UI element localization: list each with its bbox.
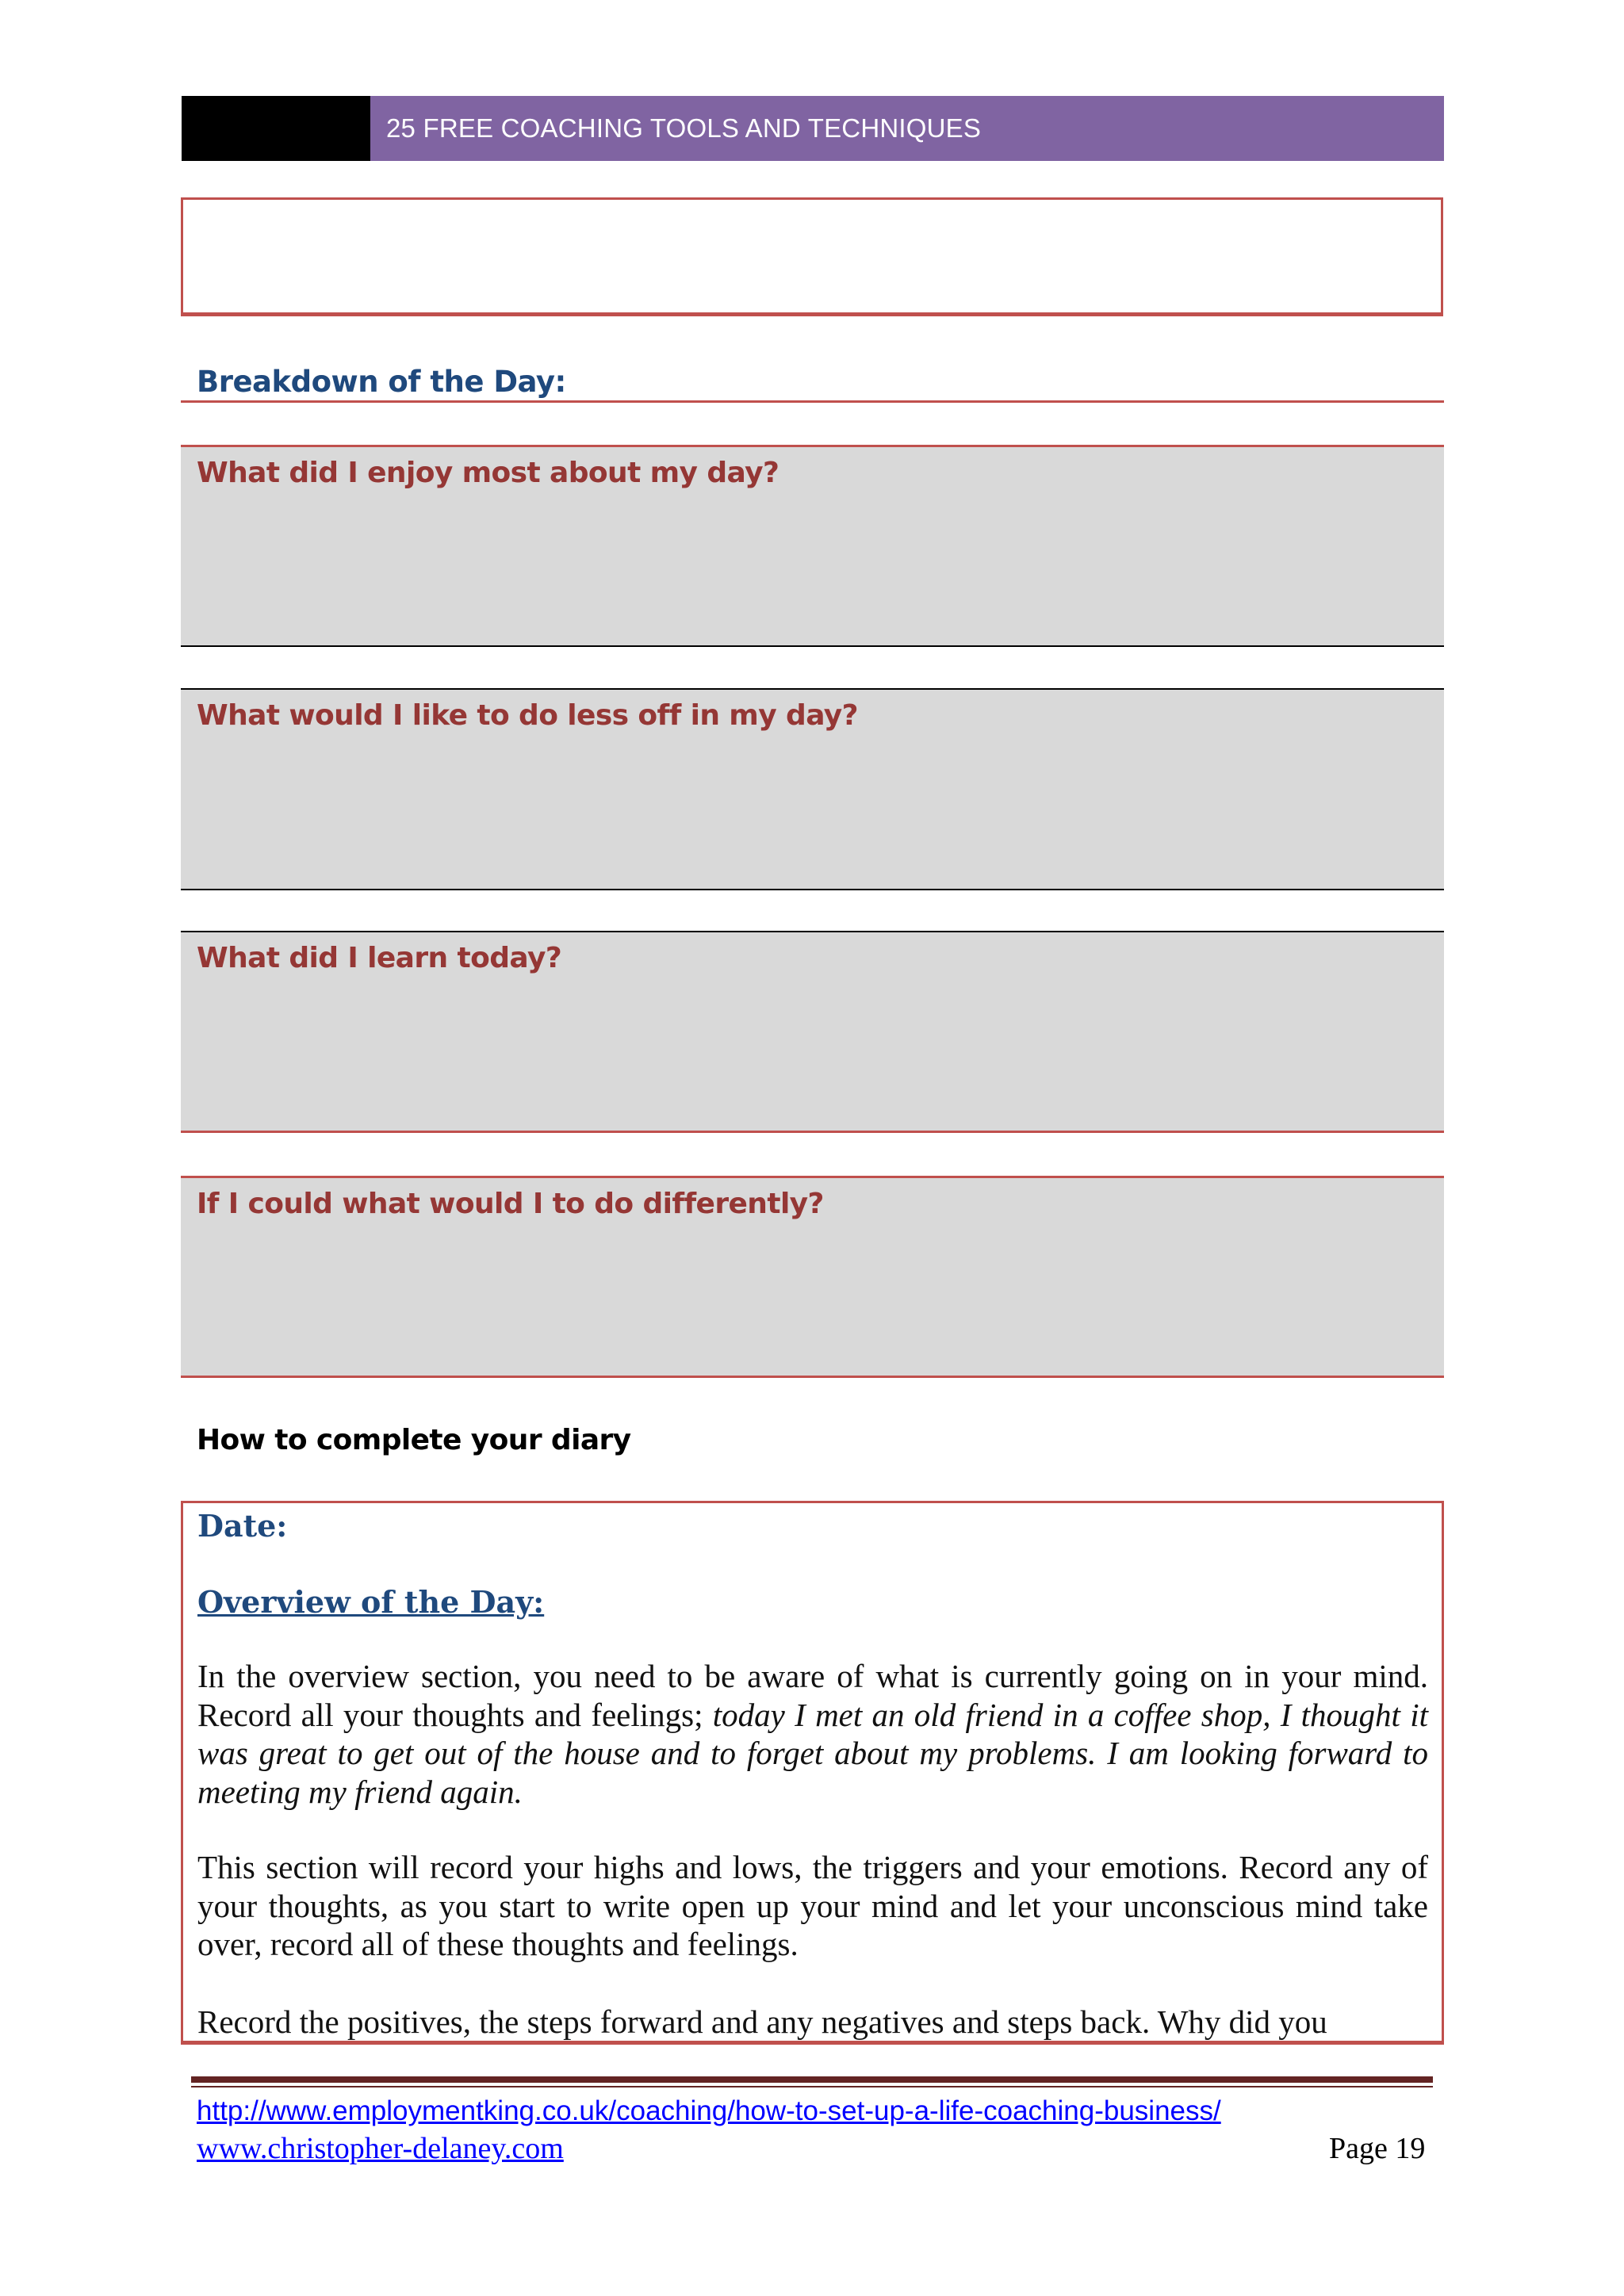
footer-divider-thick (191, 2076, 1433, 2083)
diary-paragraph-plain: In the overview section, you need to be aware of what is currently going on in your mind. Record all your thoughts and feelings; (197, 1658, 1428, 1733)
breakdown-title: Breakdown of the Day: (197, 365, 566, 399)
footer-link-christopher-delaney[interactable]: www.christopher-delaney.com (197, 2132, 564, 2165)
question-label: What did I learn today? (197, 942, 562, 974)
diary-overview-heading: Overview of the Day: (197, 1584, 545, 1620)
footer-divider-thin (191, 2086, 1433, 2087)
top-empty-box (181, 197, 1443, 316)
diary-paragraph-example: today I met an old friend in a coffee shop, I thought it was great to get out of the house and to forget about my problems. I am looking forward to meeting my friend again. (197, 1696, 1428, 1810)
question-box-differently (181, 1176, 1444, 1378)
question-label: What did I enjoy most about my day? (197, 457, 779, 489)
how-to-title: How to complete your diary (197, 1424, 631, 1456)
breakdown-divider (181, 400, 1444, 403)
question-box-learn (181, 931, 1444, 1133)
footer-link-employmentking[interactable]: http://www.employmentking.co.uk/coaching/how-to-set-up-a-life-coaching-business/ (197, 2095, 1221, 2126)
question-label: What would I like to do less off in my day? (197, 699, 858, 732)
diary-paragraph-positives: Record the positives, the steps forward and any negatives and steps back. Why did you (197, 2003, 1327, 2040)
page-number: Page 19 (1329, 2132, 1426, 2165)
header-bar (370, 96, 1444, 161)
header-black-block (182, 96, 370, 161)
question-box-enjoy (181, 445, 1444, 647)
question-box-less (181, 688, 1444, 890)
header-title: 25 FREE COACHING TOOLS AND TECHNIQUES (386, 113, 982, 143)
diary-date-label: Date: (197, 1508, 288, 1544)
diary-paragraph-highs-lows: This section will record your highs and lows, the triggers and your emotions. Record any of your thoughts, as you start to write open up your mind and let your unconscious mind take over, record all of these thoughts and feelings. (197, 1849, 1428, 1962)
diary-paragraph-overview (197, 1657, 1428, 1811)
diary-example-box (181, 1501, 1444, 2045)
question-label: If I could what would I to do differently? (197, 1188, 824, 1220)
